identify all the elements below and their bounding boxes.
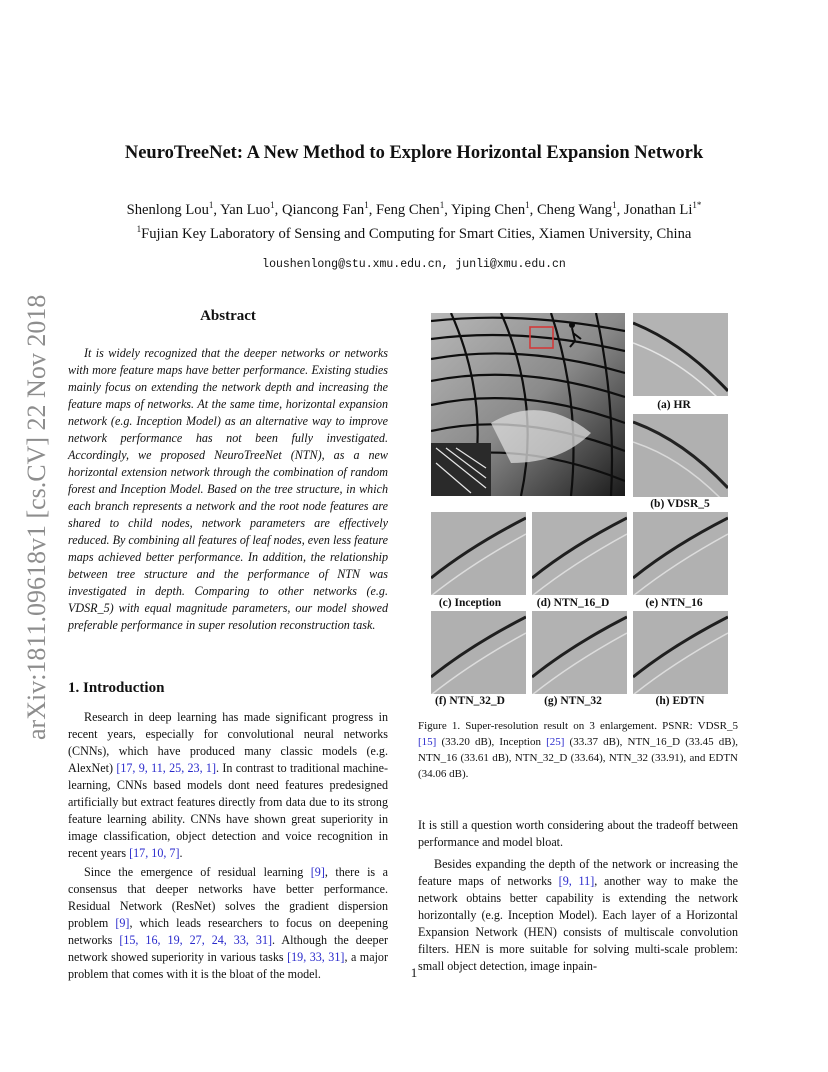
author-affiliation-sup: 1* (692, 200, 702, 210)
citation-link[interactable]: [25] (546, 736, 565, 748)
abstract-heading: Abstract (200, 308, 256, 324)
author-name: Qiancong Fan (281, 201, 365, 218)
intro-p2-text-a: Since the emergence of residual learning (84, 865, 311, 879)
caption-text-c: (33.37 dB), NTN_16_D (33.45 dB), NTN_16 (33.61 dB), NTN_32_D (33.64), NTN_32 (33.91), and EDTN (34.06 dB). (418, 736, 738, 780)
citation-link[interactable]: [9] (310, 865, 325, 879)
caption-text-a: Figure 1. Super-resolution result on 3 enlargement. PSNR: VDSR_5 (418, 720, 738, 732)
right-p2-text-a: Besides expanding the depth of the network or increasing the feature maps of networks (418, 857, 738, 888)
citation-link[interactable]: [15] (418, 736, 437, 748)
citation-link[interactable]: [15, 16, 19, 27, 24, 33, 31] (119, 933, 273, 947)
intro-p2-text-e: , a major problem that comes with it is the bloat of the model. (68, 950, 389, 981)
subfigure-label-b: (b) VDSR_5 (650, 498, 710, 510)
author-emails: loushenlong@stu.xmu.edu.cn, junli@xmu.edu.cn (262, 258, 566, 271)
author-affiliation-sup: 1 (364, 200, 369, 210)
figure-main-hr-image (431, 313, 625, 496)
citation-link[interactable]: [9] (115, 916, 130, 930)
affiliation (0, 220, 828, 244)
author-name: Feng Chen (376, 201, 440, 218)
intro-p1-text-c: . (179, 846, 183, 860)
thumb-vdsr5 (633, 414, 728, 497)
thumb-ntn16 (633, 512, 728, 595)
intro-p2-text-c: , which leads researchers to focus on deepening networks (68, 916, 388, 947)
subfigure-label-g: (g) NTN_32 (544, 695, 602, 707)
paper-title: NeuroTreeNet: A New Method to Explore Horizontal Expansion Network (124, 143, 704, 163)
citation-link[interactable]: [17, 10, 7] (129, 846, 180, 860)
author-name: Shenlong Lou (126, 201, 209, 218)
intro-p2-text-d: . Although the deeper network showed superiority in various tasks (68, 933, 388, 964)
author-affiliation-sup: 1 (612, 200, 617, 210)
citation-link[interactable]: [9, 11] (558, 874, 595, 888)
author-affiliation-sup: 1 (525, 200, 530, 210)
right-p2-text-b: , another way to make the network obtains better capability is extending the network horizontally (e.g. Inception Model). Each layer of a Horizontal Expansion Network (HEN) consists of multiscale convolution filters. HEN is more suitable for solving multi-scale problem: small object detection, image inpain- (418, 874, 738, 973)
right-column-body (418, 817, 738, 980)
affiliation-sup: 1 (136, 223, 142, 234)
intro-p2-text-b: , there is a consensus that deeper networks have better performance. Residual Network (ResNet) solves the gradient dispersion problem (68, 865, 388, 930)
author-affiliation-sup: 1 (270, 200, 275, 210)
thumb-inception (431, 512, 526, 595)
abstract-text: It is widely recognized that the deeper networks or networks with more feature maps have better performance. Existing studies mainly focus on extending the network depth and increasing the feature maps of networks. At the same time, horizontal expansion network (e.g. Inception Model) as an alternative way to improve network performance has not been fully investigated. Accordingly, we proposed NeuroTreeNet (NTN), as a new horizontal extension network through the combination of random forest and Inception Model. Based on the tree structure, in which each branch represents a network and the root node features are shared to child nodes, network parameters are effectively reduced. By combining all features of leaf nodes, even less feature maps achieved better performance. In addition, the relationship between tree structure and the performance of NTN was investigated in depth. Comparing to other networks (e.g. VDSR_5) with equal magnitude parameters, our model showed preferable performance in super resolution reconstruction task. (68, 346, 388, 632)
subfigure-label-h: (h) EDTN (655, 695, 705, 707)
citation-link[interactable]: [19, 33, 31] (287, 950, 345, 964)
author-name: Yan Luo (220, 201, 271, 218)
introduction-body (68, 709, 388, 985)
building-photo (431, 313, 625, 496)
author-name: Yiping Chen (450, 201, 526, 218)
intro-paragraph-1 (68, 709, 388, 862)
author-block (0, 196, 828, 244)
thumb-ntn32 (532, 611, 627, 694)
affiliation-text: Fujian Key Laboratory of Sensing and Computing for Smart Cities, Xiamen University, China (141, 225, 692, 242)
thumb-ntn16d (532, 512, 627, 595)
author-list: Shenlong Lou$^1$, Yan Luo$^1$, Qiancong Fan$^1$, Feng Chen$^1$, Yiping Chen$^1$, Cheng Wang$^1$, Jonathan $Li^{1*}$ (126, 200, 702, 218)
thumb-hr (633, 313, 728, 396)
subfigure-label-f: (f) NTN_32_D (435, 695, 505, 707)
author-name: Jonathan Li (623, 201, 693, 218)
citation-link[interactable]: [17, 9, 11, 25, 23, 1] (116, 761, 217, 775)
thumb-edtn (633, 611, 728, 694)
author-affiliation-sup: 1 (439, 200, 445, 210)
caption-text-b: (33.20 dB), Inception (436, 736, 547, 748)
subfigure-label-c: (c) Inception (438, 597, 502, 609)
right-paragraph-2 (418, 856, 738, 975)
author-name: Cheng Wang (536, 201, 613, 218)
right-paragraph-1: It is still a question worth considering about the tradeoff between performance and model bloat. (418, 818, 738, 849)
subfigure-label-d: (d) NTN_16_D (536, 597, 610, 609)
intro-p1-text-a: Research in deep learning has made significant progress in recent years, especially for convolutional neural networks (CNNs), which have produced many classic models (e.g. AlexNet) (68, 710, 388, 775)
subfigure-label-e: (e) NTN_16 (645, 597, 703, 609)
section-heading-introduction: 1. Introduction (68, 680, 165, 696)
arxiv-stamp: arXiv:1811.09618v1 [cs.CV] 22 Nov 2018 (22, 294, 51, 740)
author-affiliation-sup: 1 (208, 200, 214, 210)
page-number: 1 (410, 965, 418, 980)
thumb-ntn32d (431, 611, 526, 694)
subfigure-label-a: (a) HR (657, 399, 691, 411)
figure-caption (418, 718, 738, 782)
intro-p1-text-b: . In contrast to traditional machine-learning, CNNs based models dont need features predesigned artificially but extract features directly from data due to its strong feature learning ability. CNNs have shown great superiority in image classification, object detection and voice recognition in recent years (68, 761, 389, 860)
